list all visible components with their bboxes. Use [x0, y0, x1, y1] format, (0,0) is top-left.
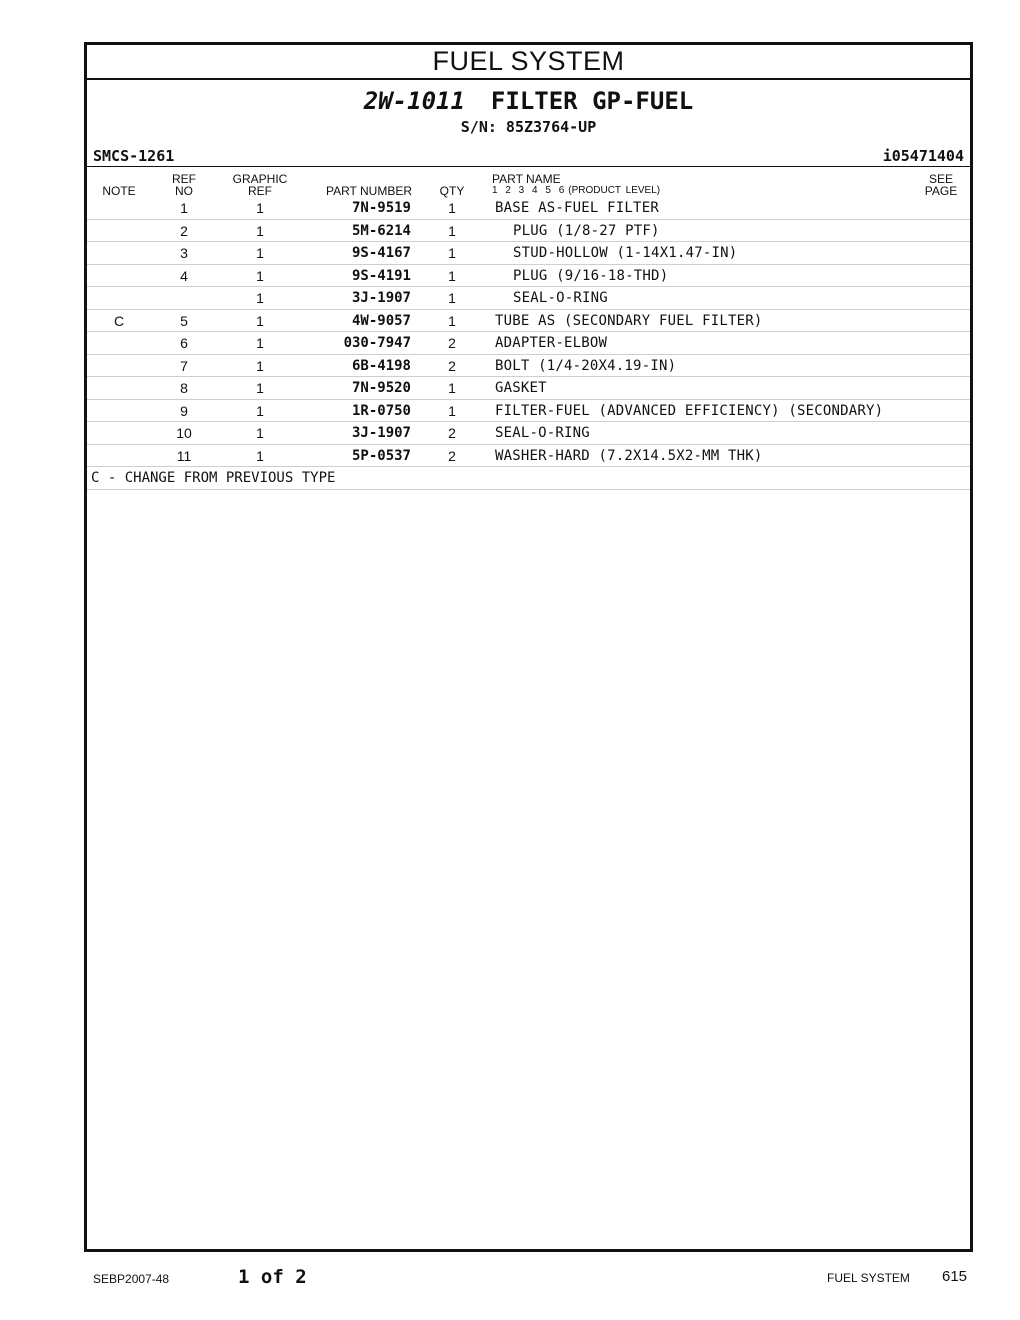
- part-number-cell: 5M-6214: [351, 222, 411, 239]
- product-level-label: (PRODUCT LEVEL): [568, 185, 661, 196]
- table-row: [87, 310, 970, 333]
- graphic-ref-cell: 1: [256, 200, 264, 216]
- note-cell: C: [113, 312, 125, 329]
- serial-number: S/N: 85Z3764-UP: [460, 118, 597, 136]
- graphic-ref-cell: 1: [256, 447, 264, 464]
- qty-cell: 1: [448, 267, 456, 284]
- smcs-code: SMCS-1261: [93, 147, 175, 165]
- ref-no-cell: 9: [180, 402, 188, 419]
- table-row: [87, 197, 970, 220]
- graphic-ref-cell: 1: [256, 380, 264, 396]
- table-row: [87, 355, 970, 378]
- ref-no-cell: 8: [180, 380, 188, 396]
- qty-cell: 1: [448, 402, 456, 419]
- ref-no-cell: 5: [180, 312, 188, 329]
- page-number: 615: [942, 1268, 968, 1285]
- qty-cell: 1: [448, 312, 456, 329]
- qty-cell: 1: [448, 290, 456, 306]
- ref-no-cell: 7: [180, 357, 188, 374]
- header-graphic-bottom: REF: [248, 184, 272, 198]
- part-name-cell: SEAL-O-RING: [513, 290, 608, 306]
- graphic-ref-cell: 1: [256, 222, 264, 239]
- qty-cell: 1: [448, 380, 456, 396]
- table-row: [87, 242, 970, 265]
- part-name-cell: PLUG (9/16-18-THD): [513, 267, 669, 284]
- table-row: [87, 422, 970, 445]
- section-title: FUEL SYSTEM: [87, 45, 970, 80]
- graphic-ref-cell: 1: [256, 312, 264, 329]
- table-row: [87, 400, 970, 423]
- part-number-cell: 3J-1907: [351, 425, 411, 441]
- part-number-cell: 030-7947: [343, 335, 411, 351]
- part-name-cell: BASE AS-FUEL FILTER: [495, 200, 659, 216]
- ref-no-cell: 10: [176, 425, 192, 441]
- part-name-cell: ADAPTER-ELBOW: [495, 335, 608, 351]
- part-name-cell: FILTER-FUEL (ADVANCED EFFICIENCY) (SECONDARY): [495, 402, 884, 419]
- part-number-cell: 6B-4198: [351, 357, 411, 374]
- ref-no-cell: 4: [180, 267, 188, 284]
- part-number-cell: 5P-0537: [351, 447, 411, 464]
- part-name-cell: PLUG (1/8-27 PTF): [513, 222, 660, 239]
- ref-no-cell: 6: [180, 335, 188, 351]
- qty-cell: 1: [448, 245, 456, 261]
- header-see-top: SEE: [928, 172, 953, 186]
- part-name-cell: SEAL-O-RING: [495, 425, 590, 441]
- ref-no-cell: 2: [180, 222, 188, 239]
- table-row: [87, 265, 970, 288]
- header-graphic-top: GRAPHIC: [232, 172, 288, 186]
- qty-cell: 2: [448, 425, 456, 441]
- header-product-levels: [492, 185, 660, 196]
- header-note: NOTE: [102, 184, 136, 198]
- graphic-ref-cell: 1: [256, 402, 264, 419]
- group-id: 2W-1011: [363, 87, 465, 115]
- part-number-cell: 3J-1907: [351, 290, 411, 306]
- graphic-ref-cell: 1: [256, 335, 264, 351]
- header-divider: [87, 166, 970, 167]
- parts-page-frame: [84, 42, 973, 1252]
- qty-cell: 2: [448, 335, 456, 351]
- document-number: SEBP2007-48: [93, 1272, 170, 1286]
- page-of-indicator: 1 of 2: [238, 1266, 307, 1288]
- part-name-cell: WASHER-HARD (7.2X14.5X2-MM THK): [495, 447, 763, 464]
- header-qty: QTY: [439, 184, 465, 198]
- group-heading: [87, 87, 970, 115]
- footer-section-name: FUEL SYSTEM: [827, 1271, 910, 1285]
- part-name-cell: STUD-HOLLOW (1-14X1.47-IN): [513, 245, 738, 261]
- header-ref-bottom: NO: [175, 184, 193, 198]
- footnote-text: C - CHANGE FROM PREVIOUS TYPE: [91, 470, 336, 486]
- header-part-number: PART NUMBER: [325, 184, 412, 198]
- table-row: [87, 377, 970, 400]
- part-number-cell: 7N-9519: [351, 200, 411, 216]
- table-row: [87, 445, 970, 468]
- part-number-cell: 9S-4167: [351, 245, 411, 261]
- ref-no-cell: 11: [176, 447, 192, 464]
- header-part-name: PART NAME: [492, 172, 561, 186]
- footnote-row: [87, 467, 970, 490]
- group-name: FILTER GP-FUEL: [490, 87, 694, 115]
- part-name-cell: BOLT (1/4-20X4.19-IN): [495, 357, 677, 374]
- qty-cell: 1: [448, 222, 456, 239]
- graphic-ref-cell: 1: [256, 245, 264, 261]
- ref-no-cell: 3: [180, 245, 188, 261]
- part-name-cell: TUBE AS (SECONDARY FUEL FILTER): [495, 312, 763, 329]
- part-name-cell: GASKET: [495, 380, 547, 396]
- header-see-bottom: PAGE: [924, 184, 958, 198]
- table-row: [87, 332, 970, 355]
- product-level-numbers: 1 2 3 4 5 6: [492, 185, 565, 196]
- part-number-cell: 1R-0750: [351, 402, 411, 419]
- table-row: [87, 220, 970, 243]
- qty-cell: 1: [448, 200, 456, 216]
- part-number-cell: 7N-9520: [351, 380, 411, 396]
- header-ref-top: REF: [172, 172, 196, 186]
- qty-cell: 2: [448, 447, 456, 464]
- graphic-ref-cell: 1: [256, 290, 264, 306]
- table-row: [87, 287, 970, 310]
- illustration-id: i05471404: [882, 147, 964, 165]
- parts-table: [87, 197, 970, 490]
- ref-no-cell: 1: [180, 200, 188, 216]
- graphic-ref-cell: 1: [256, 357, 264, 374]
- graphic-ref-cell: 1: [256, 425, 264, 441]
- part-number-cell: 9S-4191: [351, 267, 411, 284]
- graphic-ref-cell: 1: [256, 267, 264, 284]
- part-number-cell: 4W-9057: [351, 312, 411, 329]
- qty-cell: 2: [448, 357, 456, 374]
